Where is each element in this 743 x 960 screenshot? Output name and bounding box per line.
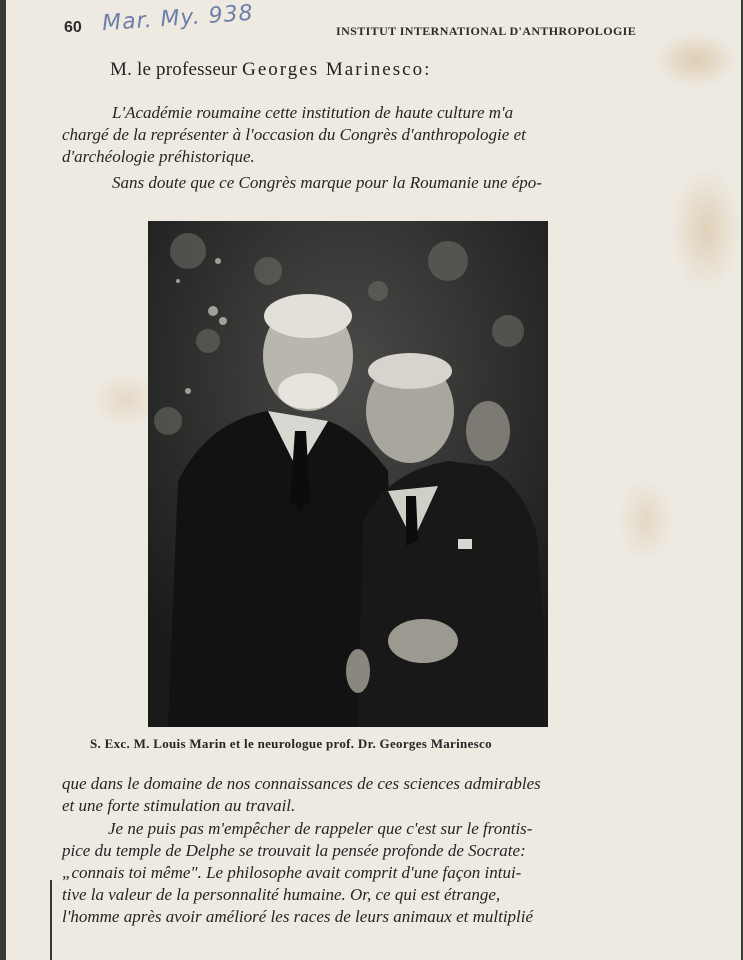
paragraph-2 xyxy=(62,172,632,194)
portrait-photo-graphic xyxy=(148,221,548,727)
paragraph-line: „connais toi même". Le philosophe avait comprit d'une façon intui- xyxy=(62,863,522,882)
paragraph-line: que dans le domaine de nos connaissances de ces sciences admirables xyxy=(62,774,541,793)
salutation-name: Georges Marinesco xyxy=(242,59,425,80)
margin-mark xyxy=(50,880,52,960)
salutation-prefix: M. le professeur xyxy=(110,59,243,80)
running-header: INSTITUT INTERNATIONAL D'ANTHROPOLOGIE xyxy=(336,24,637,38)
paragraph-1 xyxy=(62,102,632,168)
paragraph-4 xyxy=(62,818,632,928)
paragraph-line: l'homme après avoir amélioré les races de leurs animaux et multiplié xyxy=(62,907,534,926)
page-number: 60 xyxy=(64,19,82,36)
paragraph-line: et une forte stimulation au travail. xyxy=(62,796,296,815)
paragraph-3 xyxy=(62,773,632,817)
paragraph-line: Sans doute que ce Congrès marque pour la Roumanie une épo- xyxy=(112,173,542,192)
paragraph-line: chargé de la représenter à l'occasion du Congrès d'anthropologie et xyxy=(62,125,526,144)
salutation xyxy=(110,59,430,81)
photo-caption: S. Exc. M. Louis Marin et le neurologue prof. Dr. Georges Marinesco xyxy=(90,736,492,751)
portrait-photo xyxy=(148,221,548,727)
salutation-suffix: : xyxy=(424,59,430,80)
paragraph-line: tive la valeur de la personnalité humaine. Or, ce qui est étrange, xyxy=(62,885,501,904)
paragraph-line: pice du temple de Delphe se trouvait la pensée profonde de Socrate: xyxy=(62,841,526,860)
paragraph-line: Je ne puis pas m'empêcher de rappeler que c'est sur le frontis- xyxy=(108,819,533,838)
paragraph-line: L'Académie roumaine cette institution de haute culture m'a xyxy=(112,103,514,122)
handwritten-annotation: Mar. My. 938 xyxy=(101,0,255,37)
document-page xyxy=(6,0,741,960)
paragraph-line: d'archéologie préhistorique. xyxy=(62,147,255,166)
